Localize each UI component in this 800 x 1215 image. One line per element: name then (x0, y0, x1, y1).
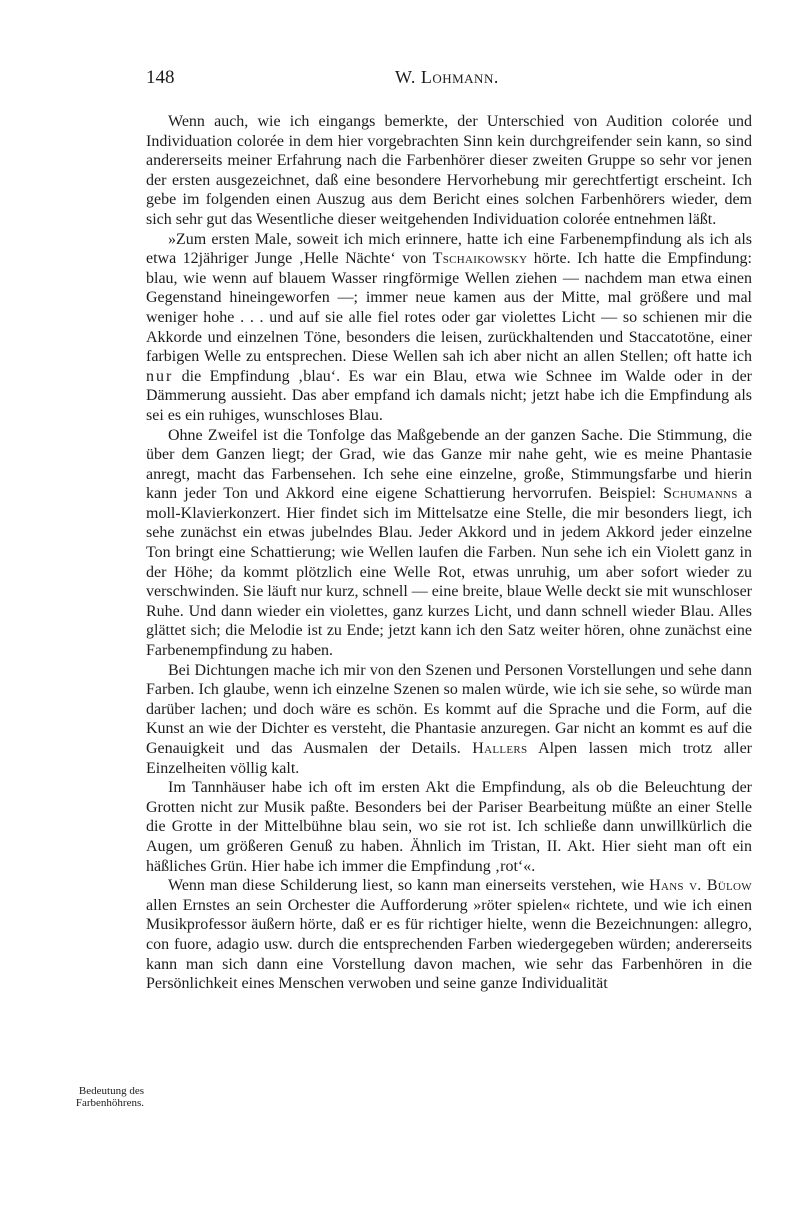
text-run: die Empfindung ‚blau‘. Es war ein Blau, etwa wie Schnee im Walde oder in der Dämmerung aussieht. Das aber empfand ich damals nicht; jetzt habe ich die Empfindung als sei es ein ruhiges, wunschloses Blau. (146, 367, 752, 424)
paragraph-6 (146, 876, 752, 994)
margin-note: Bedeutung des Farbenhöhrens. (75, 1085, 144, 1109)
composer-name: Tschaikowsky (432, 250, 528, 268)
paragraph-4 (146, 661, 752, 779)
conductor-name: Hans v. Bülow (649, 877, 752, 895)
running-head: W. Lohmann. (395, 67, 499, 87)
text-run: hörte. Ich hatte die Empfindung: blau, wie wenn auf blauem Wasser ringförmige Wellen ziehen — nachdem man etwa einen Gegenstand hineingeworfen —; immer neue kamen aus der Mitte, mal größere und mal weniger hohe . . . und auf sie alle fiel rotes oder gar violettes Licht — so schienen mir die Akkorde und einzelnen Töne, besonders die leisen, zurückhaltenden und Staccatotöne, einer farbigen Welle zu entsprechen. Diese Wellen sah ich aber nicht an allen Stellen; oft hatte ich (146, 250, 752, 366)
page-number: 148 (146, 67, 175, 88)
text-run: Alpen lassen mich trotz aller Einzelheiten völlig kalt. (146, 740, 753, 777)
paragraph-3 (146, 426, 752, 661)
text-run: Ohne Zweifel ist die Tonfolge das Maßgebende an der ganzen Sache. Die Stimmung, die über dem Ganzen liegt; der Grad, wie das Ganze mir nahe geht, wie es meine Phantasie anregt, macht das Farbensehen. Ich sehe eine einzelne, große, Stimmungsfarbe und hierin kann jeder Ton und Akkord eine eigene Schattierung hervorrufen. Beispiel: (146, 426, 752, 503)
emphasized-word: nur (146, 367, 174, 385)
paragraph-2 (146, 230, 752, 426)
text-run: »Zum ersten Male, soweit ich mich erinnere, hatte ich eine Farbenempfindung als ich als etwa 12jähriger Junge ‚Helle Nächte‘ von (146, 230, 752, 268)
text-run: Bei Dichtungen mache ich mir von den Szenen und Personen Vorstellungen und sehe dann Farben. Ich glaube, wenn ich einzelne Szenen so malen würde, wie ich sie sehe, so würde man darüber lachen; und doch wäre es schön. Es kommt auf die Sprache und die Form, auf die Kunst an wie der Dichter es versteht, die Phantasie anzuregen. Gar nicht an kommt es auf die Genauigkeit und das Ausmalen der Details. (146, 661, 752, 757)
text-run: Wenn man diese Schilderung liest, so kann man einerseits verstehen, wie (168, 877, 650, 895)
paragraph-5: Im Tannhäuser habe ich oft im ersten Akt die Empfindung, als ob die Beleuchtung der Grotten nicht zur Musik paßte. Besonders bei der Pariser Bearbeitung müßte an einer Stelle die Grotte in der Mittelbühne blau sein, wo sie rot ist. Ich schließe dann unwillkürlich die Augen, um größeren Genuß zu haben. Ähnlich im Tristan, II. Akt. Hier sieht man oft ein häßliches Grün. Hier habe ich immer die Empfindung ‚rot‘«. (146, 779, 752, 875)
page-header (0, 67, 800, 97)
body-text (146, 112, 752, 994)
text-run: a moll-Klavierkonzert. Hier findet sich im Mittelsatze eine Stelle, die mir besonders liegt, ich sehe zunächst ein etwas jubelndes Blau. Jeder Akkord und in jedem Akkord jeder einzelne Ton bringt eine Schattierung; wie Wellen laufen die Farben. Nun sehe ich ein Violett ganz in der Höhe; da kommt plötzlich eine Welle Rot, etwas unruhig, um aber sofort wieder zu verschwinden. Sie läuft nur kurz, schnell — eine breite, blaue Welle deckt sie mit wunschloser Ruhe. Und dann wieder ein violettes, ganz kurzes Licht, und dann schnell wieder Blau. Alles glättet sich; die Melodie ist zu Ende; jetzt kann ich den Satz weiter hören, ohne zunächst eine Farbenempfindung zu haben. (146, 485, 753, 660)
poet-name: Hallers (472, 740, 528, 757)
paragraph-1: Wenn auch, wie ich eingangs bemerkte, der Unterschied von Audition colorée und Individuation colorée in dem hier vorgebrachten Sinn kein durchgreifender sein kann, so sind andererseits meiner Erfahrung nach die Farbenhörer dieser zweiten Gruppe so sehr vor jenen der ersten ausgezeichnet, daß eine besondere Hervorhebung mir gerechtfertigt erscheint. Ich gebe im folgenden einen Auszug aus dem Bericht eines solchen Farbenhörers wieder, dem sich sehr gut das Wesentliche dieser weitgehenden Individuation colorée entnehmen läßt. (146, 113, 752, 228)
text-run: allen Ernstes an sein Orchester die Aufforderung »röter spielen« richtete, und wie ich einen Musikprofessor äußern hörte, daß er es für richtiger hielte, wenn die Bezeichnungen: allegro, con fuore, adagio usw. durch die entsprechenden Farben wiedergegeben würden; andererseits kann man sich dann eine Vorstellung davon machen, wie sehr das Farbenhören in die Persönlichkeit eines Menschen verwoben und seine ganze Individualität (146, 896, 752, 993)
composer-name: Schumanns (663, 485, 738, 503)
